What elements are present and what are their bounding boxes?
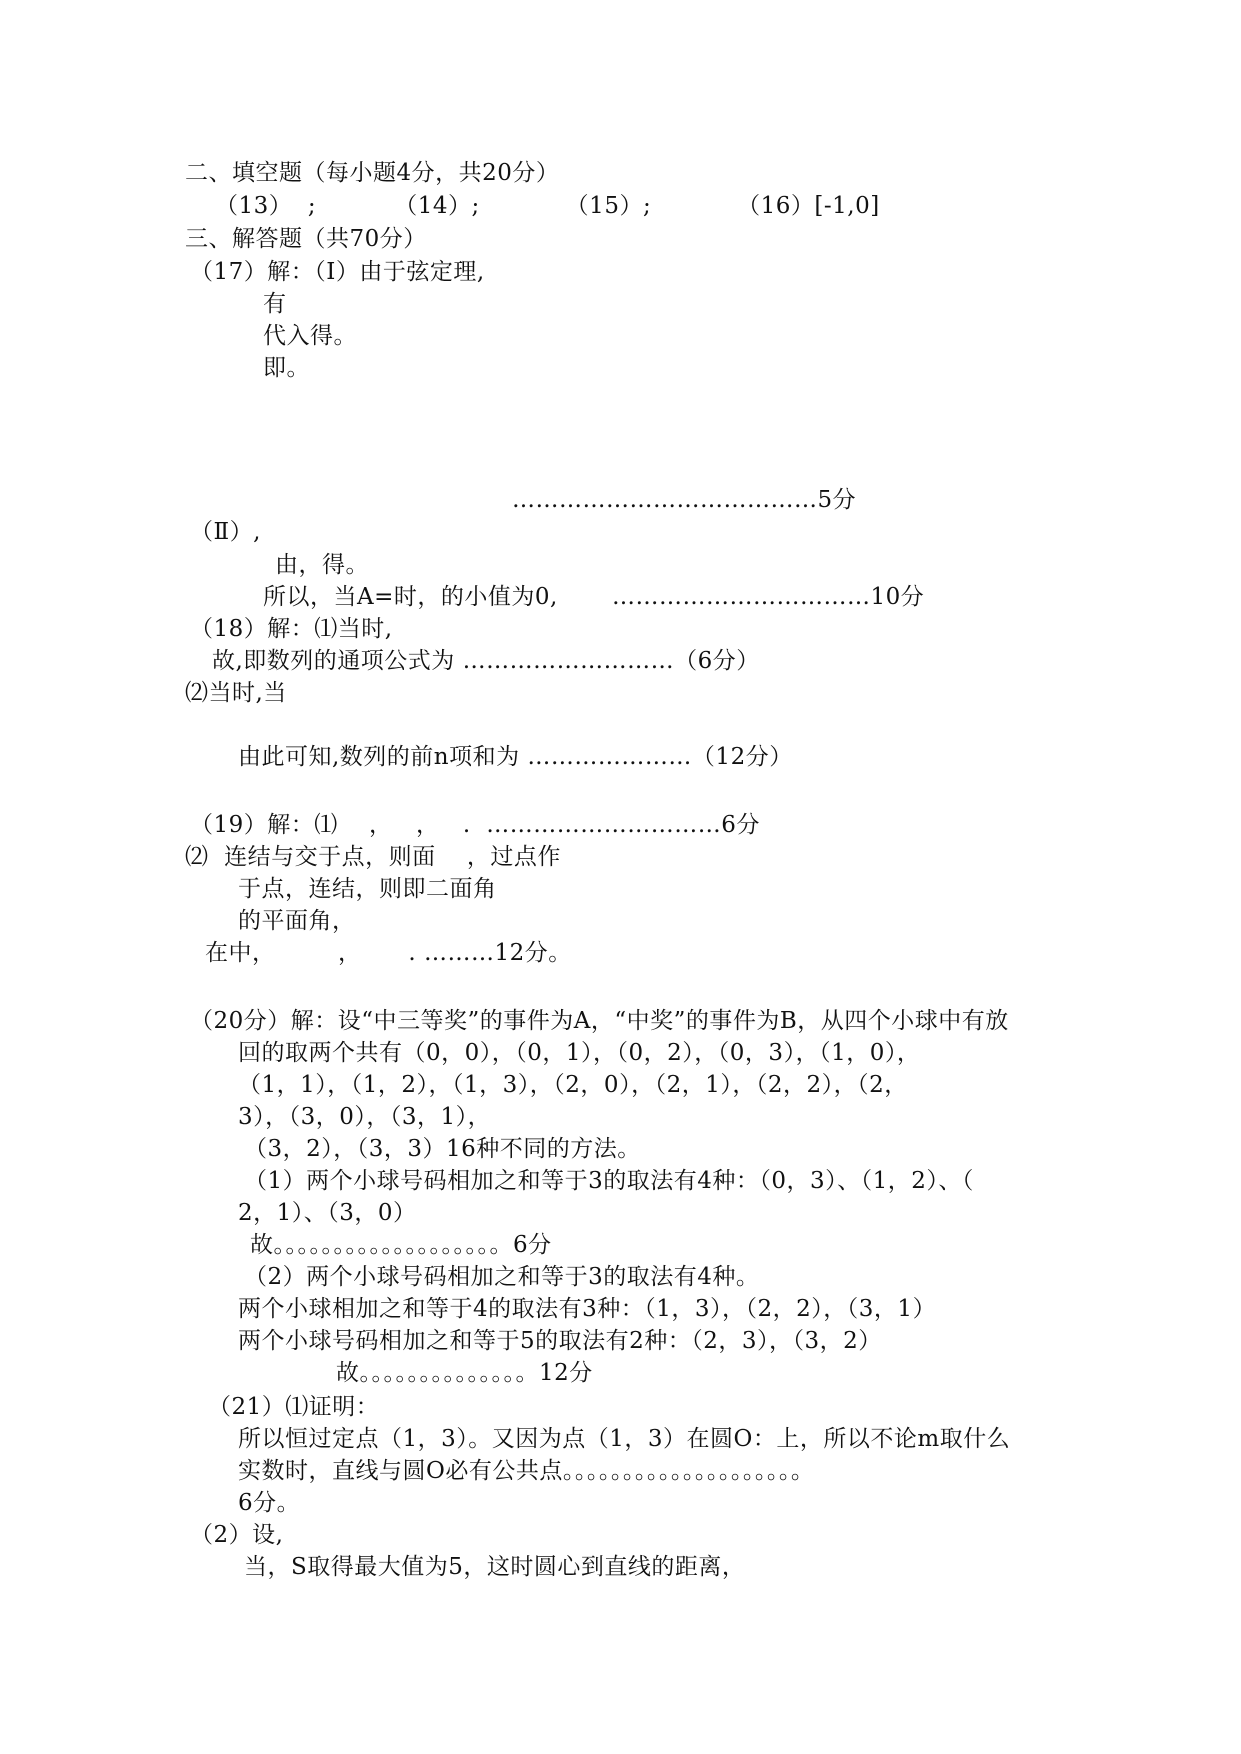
q18-line-1: （18）解：⑴当时, xyxy=(190,616,393,642)
q20-line-3: （1，1），（1，2），（1，3），（2，0），（2，1），（2，2），（2， xyxy=(238,1072,908,1098)
q21-line-5: （2）设, xyxy=(190,1522,284,1548)
q18-line-3: ⑵当时,当 xyxy=(185,680,287,706)
section-2-heading: 二、填空题（每小题4分，共20分） xyxy=(185,160,560,186)
q20-line-7: 2，1）、（3，0） xyxy=(238,1200,417,1226)
fill-blank-answers: （13） ; （14）; （15）; （16）[-1,0] xyxy=(215,193,880,219)
q17-line-4: 即。 xyxy=(263,355,310,381)
section-3-heading: 三、解答题（共70分） xyxy=(185,226,427,252)
q21-line-2: 所以恒过定点（1，3）。又因为点（1，3）在圆O：上，所以不论m取什么 xyxy=(238,1426,1011,1452)
q20-line-10: 两个小球相加之和等于4的取法有3种：（1，3），（2，2），（3，1） xyxy=(238,1296,937,1322)
q17-score-5: …………………………………5分 xyxy=(512,487,857,513)
q17-part2-line-2: 所以，当A=时，的小值为0, xyxy=(263,584,558,610)
q18-line-2: 故,即数列的通项公式为 ………………………（6分） xyxy=(212,648,760,674)
q20-line-8: 故。。。。。。。。。。。。。。。。。。。6分 xyxy=(250,1232,552,1258)
q20-line-5: （3，2），（3，3）16种不同的方法。 xyxy=(244,1136,641,1162)
q17-line-2: 有 xyxy=(263,291,287,317)
q20-line-1: （20分）解：设“中三等奖”的事件为A，“中奖”的事件为B，从四个小球中有放 xyxy=(190,1008,1009,1034)
q20-line-6: （1）两个小球号码相加之和等于3的取法有4种：（0，3）、（1，2）、（ xyxy=(244,1168,974,1194)
q17-line-1: （17）解：（I）由于弦定理, xyxy=(190,259,485,285)
q17-score-10: ……………………………10分 xyxy=(612,584,925,610)
q19-line-3: 于点，连结，则即二面角 xyxy=(238,876,497,902)
q17-line-3: 代入得。 xyxy=(263,323,357,349)
q21-line-4: 6分。 xyxy=(238,1490,301,1516)
q20-line-4: 3），（3，0），（3，1）， xyxy=(238,1104,492,1130)
q20-line-2: 回的取两个共有（0，0），（0，1），（0，2），（0，3），（1，0）， xyxy=(238,1040,921,1066)
q21-line-6: 当，S取得最大值为5，这时圆心到直线的距离， xyxy=(244,1554,746,1580)
q19-line-1: （19）解：⑴ ， ， . …………………………6分 xyxy=(190,812,760,838)
q17-part2-line-1: 由，得。 xyxy=(275,552,369,578)
q21-line-3: 实数时，直线与圆O必有公共点。。。。。。。。。。。。。。。。。。。。 xyxy=(238,1458,815,1484)
q17-part2-label: （Ⅱ）, xyxy=(190,519,261,545)
q18-line-4: 由此可知,数列的前n项和为 …………………（12分） xyxy=(238,744,793,770)
q19-line-2: ⑵ 连结与交于点，则面 ，过点作 xyxy=(185,844,561,870)
q20-line-11: 两个小球号码相加之和等于5的取法有2种：（2，3），（3，2） xyxy=(238,1328,882,1354)
q21-line-1: （21）⑴证明： xyxy=(208,1394,380,1420)
q19-line-5: 在中， ， . ………12分。 xyxy=(205,940,572,966)
q19-line-4: 的平面角， xyxy=(238,908,356,934)
q20-line-9: （2）两个小球号码相加之和等于3的取法有4种。 xyxy=(244,1264,760,1290)
q20-line-12: 故。。。。。。。。。。。。。。12分 xyxy=(336,1360,593,1386)
